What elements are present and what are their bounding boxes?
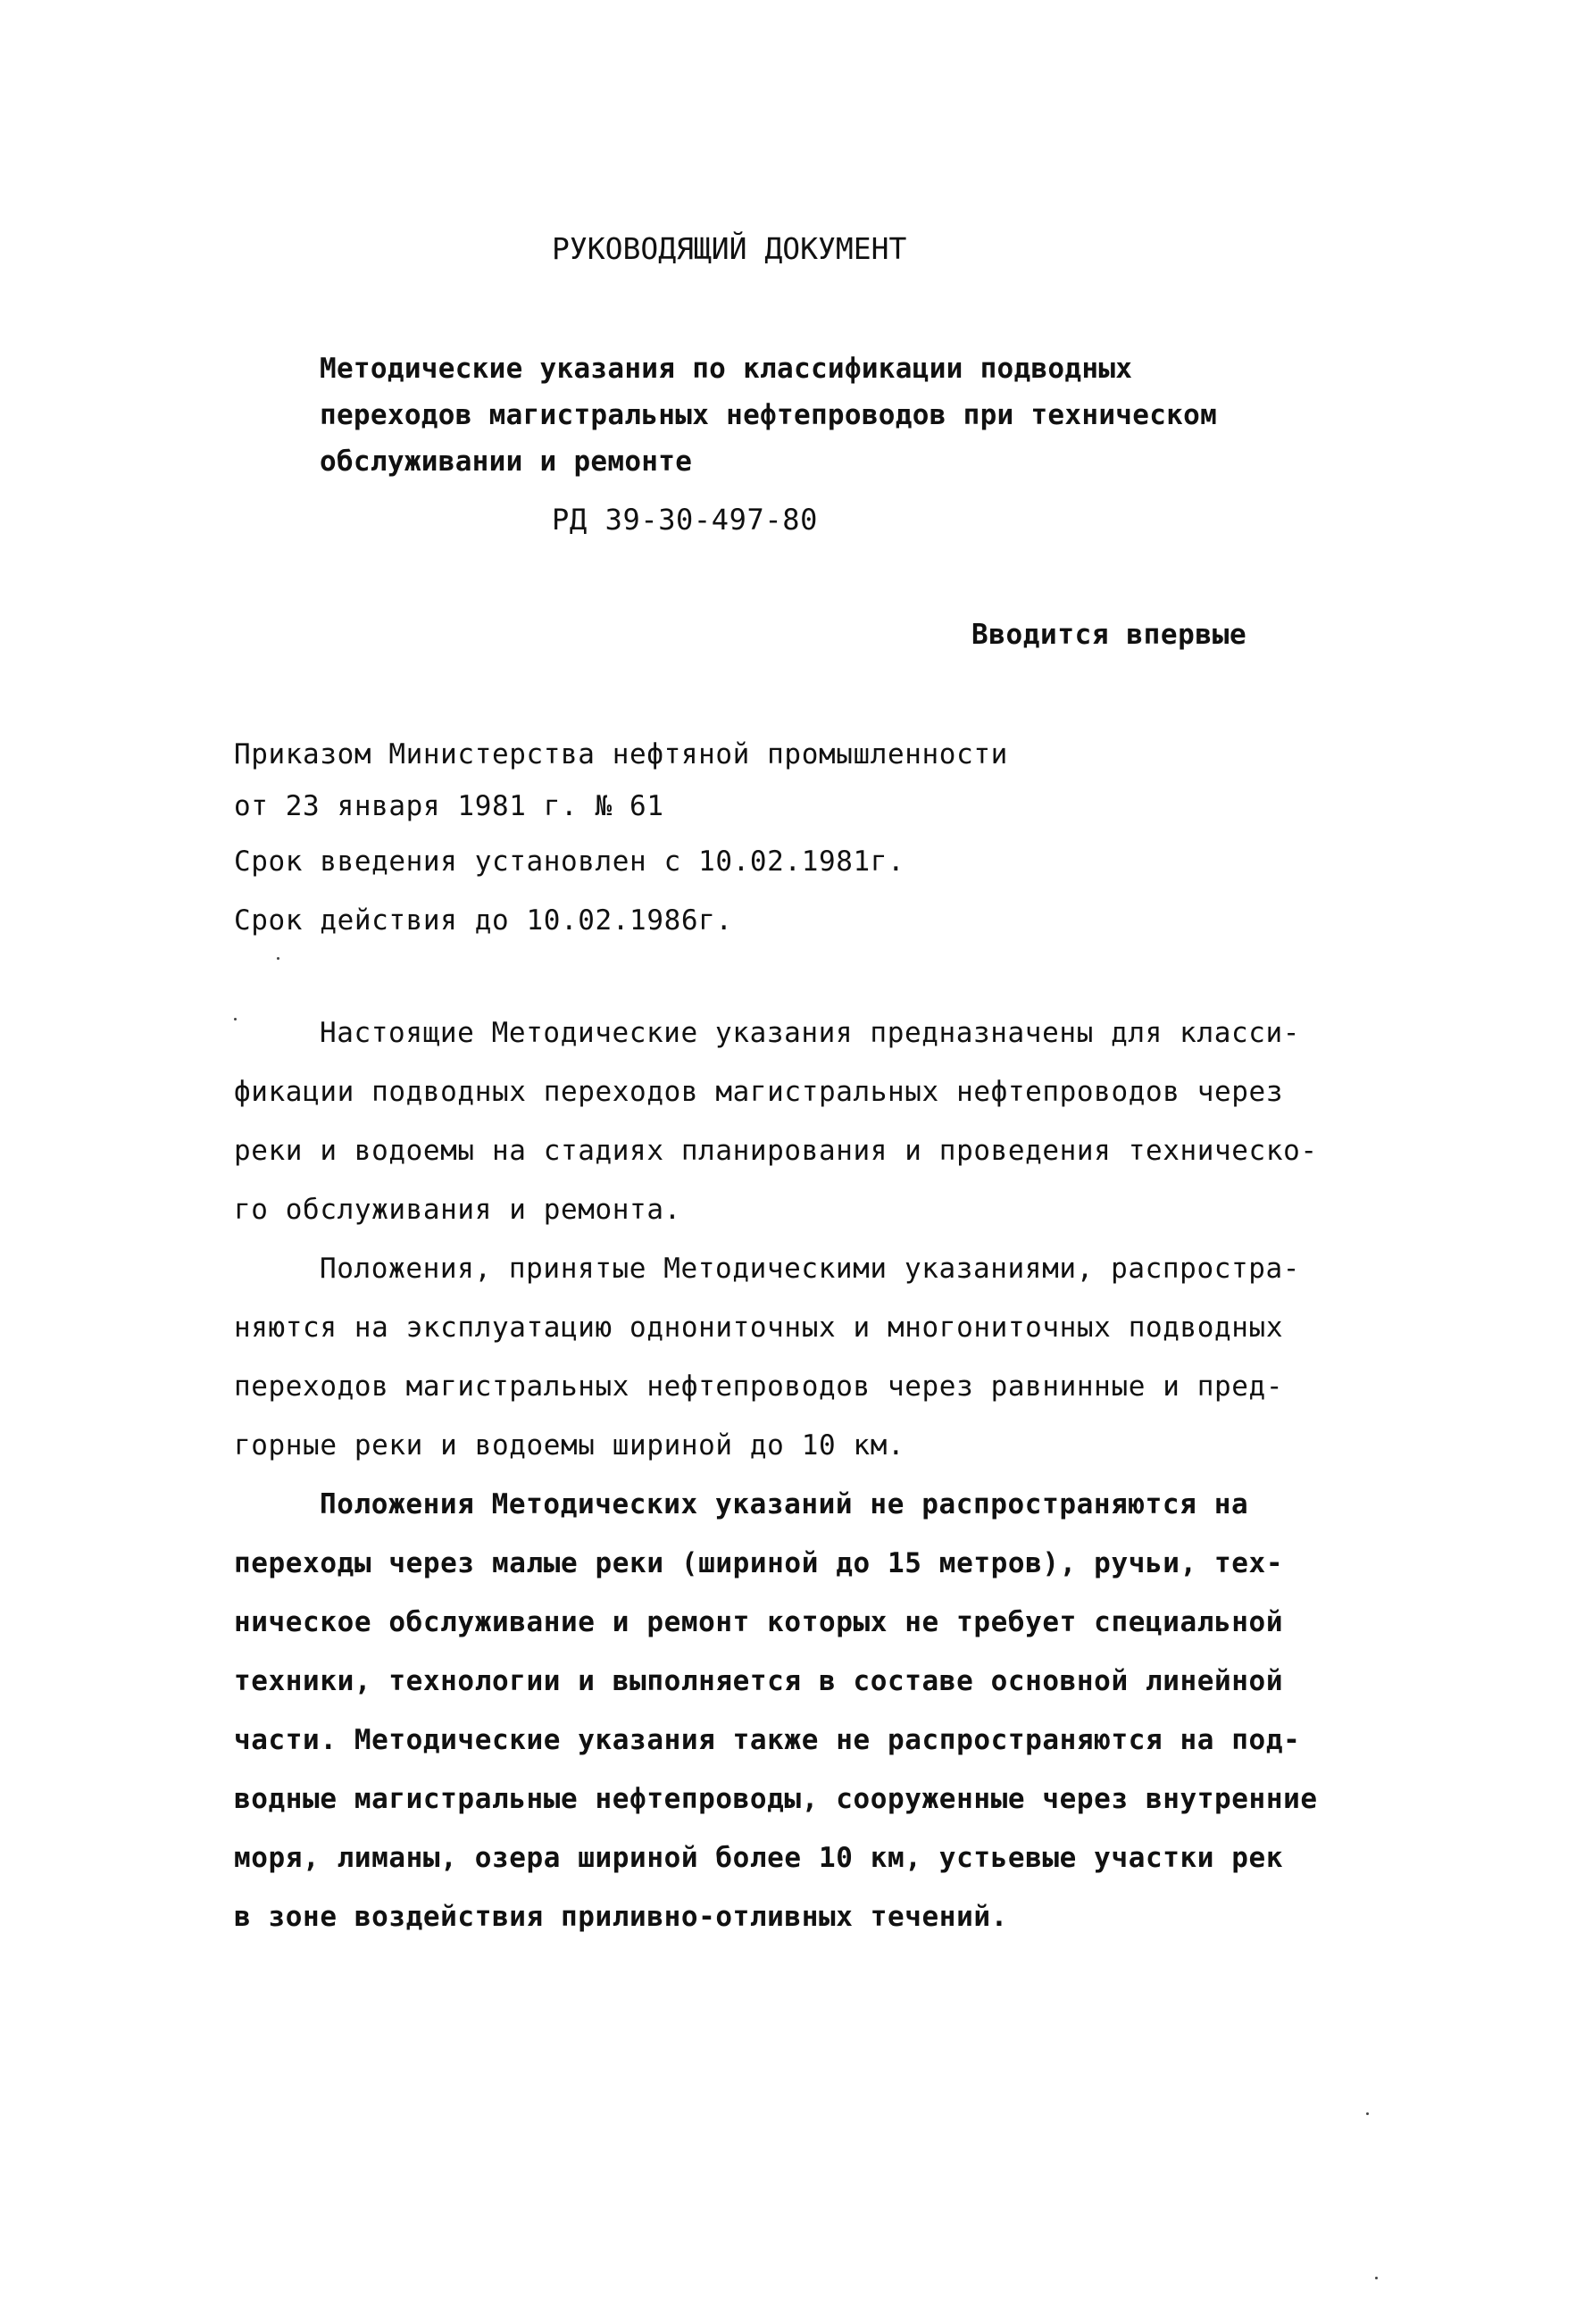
paragraph-1-line-1: Настоящие Методические указания предназначены для класси- [320,1017,1301,1049]
paragraph-3-line-8: в зоне воздействия приливно-отливных течений. [234,1901,1008,1933]
paragraph-1-line-2: фикации подводных переходов магистральных нефтепроводов через [234,1076,1284,1108]
document-heading-line-1: Методические указания по классификации подводных [320,353,1133,385]
paragraph-2-line-1: Положения, принятые Методическими указаниями, распростра- [320,1253,1301,1285]
document-title: РУКОВОДЯЩИЙ ДОКУМЕНТ [552,231,907,266]
document-heading-line-3: обслуживании и ремонте [320,446,693,478]
document-heading-line-2: переходов магистральных нефтепроводов при техническом [320,399,1218,431]
approval-line-1: Приказом Министерства нефтяной промышленности [234,738,1008,771]
scan-speck [1366,2112,1369,2115]
paragraph-2-line-3: переходов магистральных нефтепроводов через равнинные и пред- [234,1370,1284,1403]
approval-line-2: от 23 января 1981 г. № 61 [234,790,664,822]
scan-speck [234,1018,237,1020]
paragraph-3-line-1: Положения Методических указаний не распространяются на [320,1488,1249,1520]
valid-until: Срок действия до 10.02.1986г. [234,904,733,937]
paragraph-3-line-5: части. Методические указания также не распространяются на под- [234,1724,1301,1756]
paragraph-3-line-2: переходы через малые реки (шириной до 15 метров), ручьи, тех- [234,1547,1284,1579]
paragraph-3-line-7: моря, лиманы, озера шириной более 10 км, устьевые участки рек [234,1842,1284,1874]
paragraph-2-line-4: горные реки и водоемы шириной до 10 км. [234,1429,905,1462]
effective-from: Срок введения установлен с 10.02.1981г. [234,845,905,878]
scan-speck [277,957,279,960]
paragraph-2-line-2: няются на эксплуатацию однониточных и многониточных подводных [234,1312,1284,1344]
paragraph-1-line-3: реки и водоемы на стадиях планирования и проведения техническо- [234,1135,1318,1167]
paragraph-3-line-6: водные магистральные нефтепроводы, сооруженные через внутренние [234,1783,1318,1815]
paragraph-3-line-3: ническое обслуживание и ремонт которых не требует специальной [234,1606,1284,1638]
paragraph-3-line-4: техники, технологии и выполняется в составе основной линейной [234,1665,1284,1697]
scan-speck [1375,2277,1378,2279]
document-code: РД 39-30-497-80 [552,503,818,537]
paragraph-1-line-4: го обслуживания и ремонта. [234,1194,681,1226]
intro-status: Вводится впервые [971,619,1247,651]
